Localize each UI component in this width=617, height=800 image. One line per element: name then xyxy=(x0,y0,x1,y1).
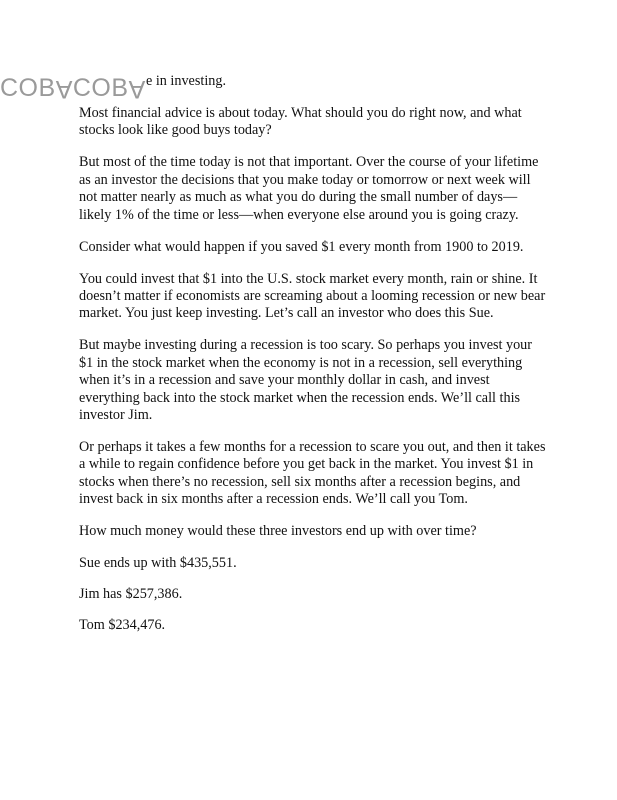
watermark-flipped-letter-1: A xyxy=(55,75,73,103)
paragraph-jim: But maybe investing during a recession is too scary. So perhaps you invest your $1 in the stock market when the economy is not in a recession, sell everything when it’s in a recession and save your monthly dollar in cash, and invest everything back into the stock market when the recession ends. We’ll call this investor Jim. xyxy=(79,337,533,424)
paragraph-timing: But most of the time today is not that important. Over the course of your lifetime as an investor the decisions that you make today or tomorrow or next week will not matter nearly as much as what you do during the small number of days—likely 1% of the time or less—when everyone else around you is going crazy. xyxy=(79,154,539,223)
paragraph-sue: You could invest that $1 into the U.S. stock market every month, rain or shine. It doesn’t matter if economists are screaming about a looming recession or new bear market. You just keep investing. Let’s call an investor who does this Sue. xyxy=(79,270,546,322)
header-fragment: e in investing. xyxy=(146,73,226,89)
result-sue: Sue ends up with $435,551. xyxy=(79,555,237,572)
paragraph-intro: Most financial advice is about today. What should you do right now, and what stocks look like good buys today? xyxy=(79,105,522,139)
watermark xyxy=(0,74,146,103)
paragraph-tom: Or perhaps it takes a few months for a recession to scare you out, and then it takes a while to regain confidence before you get back in the market. You invest $1 in stocks when there’s no recession, sell six months after a recession begins, and invest back in six months after a recession ends. We’ll call you Tom. xyxy=(79,439,546,508)
watermark-flipped-letter-2: A xyxy=(128,75,146,103)
watermark-text-1: COB xyxy=(0,74,56,102)
paragraph-scenario: Consider what would happen if you saved $1 every month from 1900 to 2019. xyxy=(79,238,524,255)
paragraph-question: How much money would these three investors end up with over time? xyxy=(79,523,477,540)
result-tom: Tom $234,476. xyxy=(79,616,166,633)
watermark-text-2: COB xyxy=(72,74,129,102)
document-body xyxy=(79,105,549,648)
result-jim: Jim has $257,386. xyxy=(79,586,183,603)
